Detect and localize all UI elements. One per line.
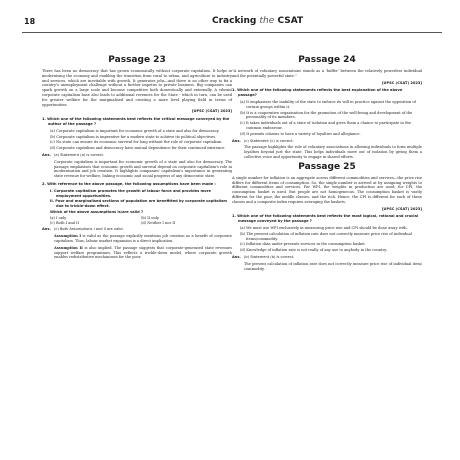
p23-q2-options [50,216,232,226]
answer-text: (c) Both Assumptions I and II are valid. [54,227,124,232]
passage-25-title: Passage 25 [298,161,356,172]
answer-label: Ans. [42,227,51,232]
passage-25-text: A single number for inflation is an aggregate across different commodities and services—the price rise differs for different items of consumption. So, the single number is arrived at by assigning weights to different commodities and services. For WPI, the weights in production are used; for CPI, the consumption basket is used. But people are not homogeneous. The consumption basket is vastly different for the poor, the middle classes, and the rich. Hence, the CPI is different for each of these classes and a composite index requires averaging the baskets. [232,175,422,204]
option-c: (c) Inflation data under-presents services in the consumption basket. [240,242,366,247]
p23-q1-options [50,129,232,151]
passage-24-source: [UPSC (CSAT) 2023] [381,80,422,85]
passage-25-source: [UPSC (CSAT) 2023] [381,206,422,211]
p24-q1-options [240,100,422,137]
passage-24-text: "A network of voluntary associations stands as a 'buffer' between the relatively powerless individual and the potentially powerful state." [232,69,422,78]
assumption-1: I. Corporate capitalism promotes the growth of labour force and provides more employment opportunities. [50,188,211,198]
option-d: (d) Knowledge of inflation rate is not really of any use to anybody in the country. [240,248,387,253]
option-d: (d) It permits citizens to have a variety of loyalties and allegiance. [240,131,361,136]
p23-q2-explanation-2: Assumption II is also implied. The passage suggests that corporate-generated state revenues support welfare programmes. This reflects a trickle-down model, where corporate growth enables redistributive mechanisms for the poor. [54,245,232,260]
p24-q1-answer [232,139,422,144]
passage-24-title: Passage 24 [298,55,356,65]
running-title: Cracking the CSAT [212,16,304,26]
passage-23-source: [UPSC (CSAT) 2023] [191,109,232,114]
p25-q1-answer [232,255,422,260]
right-column [232,55,422,273]
passage-23-title: Passage 23 [108,55,166,65]
page-number: 18 [24,17,36,26]
option-b: (b) The present calculation of inflation rate does not correctly measure price rise of individual items/commodity. [240,231,412,241]
option-b: (b) It is a cooperative organisation for the promotion of the well-being and development of the personality of its members. [240,110,413,120]
answer-text: (c) Statement (c) is correct. [244,138,294,143]
p23-q2-cue: Which of the above assumptions is/are valid ? [50,209,144,214]
p23-q2-answer [42,227,232,232]
p23-q1-answer [42,153,232,158]
passage-23-text: There has been no democracy that has grown economically without corporate capitalism. It helps in modernising the economy and enabling the transition from rural to urban, and agriculture to industry and services, which are inevitable with growth. It generates jobs—and there is no other way to fix a country's unemployment challenge without a further impetus to private business. Big companies can spark growth on a large scale and become competitive both domestically and externally. A vibrant corporate capitalism base also leads to additional revenues for the State - which in turn, can be used for greater welfare for the marginalised and creating a more level playing field in terms of opportunities. [42,69,232,107]
p25-question-1: 1. Which one of the following statements best reflects the most logical, rational and crucial message conveyed by the passage ? [232,214,419,224]
option-d: (d) Corporate capitalism and democracy have mutual dependence for their continued existence. [50,146,226,151]
p25-q1-explanation: The present calculation of inflation rate does not correctly measure price rise of individual item/ commodity. [244,261,422,271]
assumption-2: II. Poor and marginalised sections of population are benefitted by corporate capitalism due to trickle-down effect. [50,199,227,209]
option-c: (c) Both I and II [50,220,79,225]
option-a: (a) We must use WPI exclusively in measuring price rise and CPI should be done away with. [240,225,408,230]
option-c: (c) No state can ensure its economic survival for long without the role of corporate capitalism. [50,140,223,145]
option-a: (a) I only [50,215,67,220]
answer-text: (a) Statement (a) is correct. [54,152,105,157]
left-column [42,55,232,262]
answer-label: Ans. [42,152,51,157]
option-d: (d) Neither I nor II [141,220,176,225]
option-a: (a) It emphasises the inability of the state to enforce its will in practice against the opposition of certain groups within it. [240,99,416,109]
p25-q1-options [240,226,422,253]
option-b: (b) II only [141,215,159,220]
p24-q1-explanation: The passage highlights the role of voluntary associations in allowing individuals to form multiple loyalties beyond just the state. This helps individuals move out of isolation by giving them a collective voice and opportunity to engage in shared efforts. [244,145,422,159]
answer-label: Ans. [232,138,241,143]
option-a: (a) Corporate capitalism is important for economic growth of a state and also for democracy. [50,128,220,133]
p23-q2-explanation-1: Assumption I is valid as the passage explicitly mentions job creation as a benefit of corporate capitalism. Thus, labour market expansion is a direct implication. [54,234,232,243]
option-c: (c) It takes individuals out of a state of isolation and gives them a chance to participate in the common endeavour. [240,121,411,130]
running-header [22,14,442,33]
p23-q1-explanation: Corporate capitalism is important for economic growth of a state and also for democracy. The passage emphasises that economic growth and survival depend on corporate capitalism's role in modernisation and job creation. It highlights companies' capitalism's importance in generating state revenue for welfare, linking economic and social progress of any democratic state. [54,159,232,179]
p23-question-1: 1. Which one of the following statements best reflects the critical message conveyed by the author of the passage ? [42,117,230,126]
answer-label: Ans. [232,254,241,259]
p23-question-2: 2. With reference to the above passage, the following assumptions have been made : [42,181,216,186]
p24-question-1: 1. Which one of the following statements reflects the best explanation of the above passage? [232,88,403,98]
option-b: (b) Corporate capitalism is imperative for a modern state to achieve its political objectives. [50,134,217,139]
answer-text: (b) Statement (b) is correct. [244,254,295,259]
